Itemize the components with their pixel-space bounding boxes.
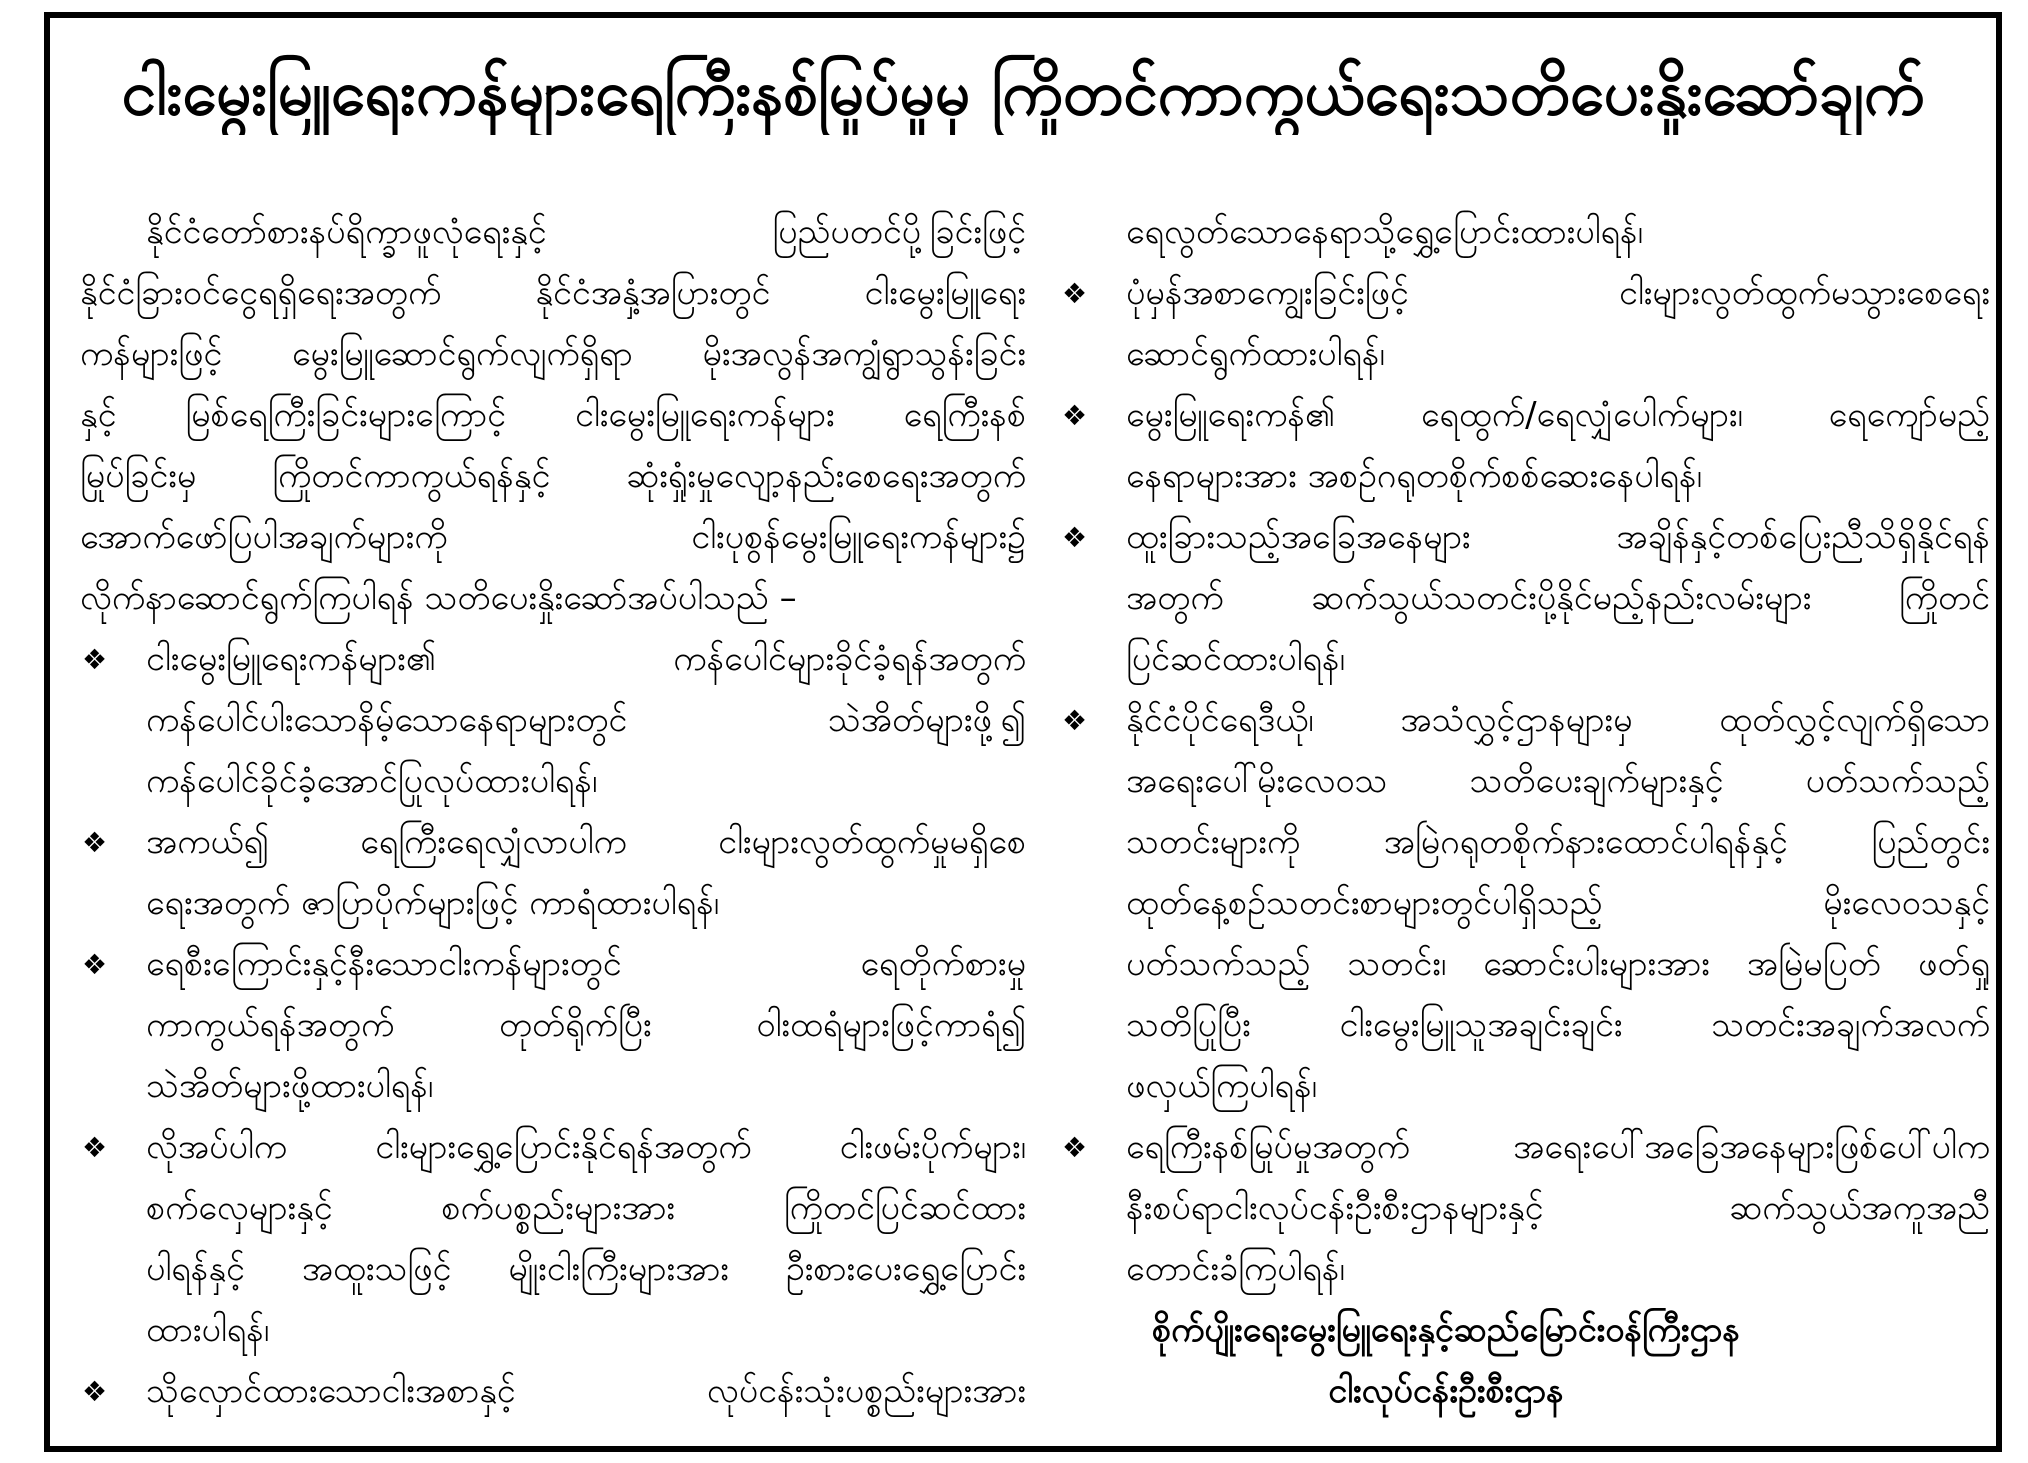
diamond-bullet-icon bbox=[82, 812, 107, 873]
bullet-line: ငါးမွေးမြူရေးကန်များ၏ ကန်ပေါင်များခိုင်ခံ့ရန်အတွက် bbox=[146, 639, 1026, 679]
bullet-item bbox=[1060, 1117, 1990, 1300]
bullet-line: စက်လှေများနှင့် စက်ပစ္စည်းများအား ကြိုတင်ပြင်ဆင်ထား bbox=[146, 1188, 1026, 1228]
bullet-line: ကန်ပေါင်ပါးသောနိမ့်သောနေရာများတွင် သဲအိတ်များဖို့၍ bbox=[146, 700, 1026, 740]
diamond-bullet-icon bbox=[82, 934, 107, 995]
right-column bbox=[1060, 202, 1990, 1442]
bullet-item bbox=[80, 1361, 1026, 1422]
bullet-line: ရေးအတွက် ဇာပြာပိုက်များဖြင့် ကာရံထားပါရန်၊ bbox=[146, 883, 720, 923]
bullet-item bbox=[1060, 507, 1990, 690]
bullet-item bbox=[80, 934, 1026, 1117]
bullet-line: ပြင်ဆင်ထားပါရန်၊ bbox=[1126, 639, 1345, 679]
intro-line: နိုင်ငံတော်စားနပ်ရိက္ခာဖူလုံရေးနှင့် ပြည်ပတင်ပို့ခြင်းဖြင့် bbox=[146, 212, 1026, 252]
bullet-line: သိုလှောင်ထားသောငါးအစာနှင့် လုပ်ငန်းသုံးပစ္စည်းများအား bbox=[146, 1371, 1026, 1411]
bullet-line: နီးစပ်ရာငါးလုပ်ငန်းဦးစီးဌာနများနှင့် ဆက်သွယ်အကူအညီ bbox=[1126, 1188, 1990, 1228]
bullet-line: ပတ်သက်သည့် သတင်း၊ ဆောင်းပါးများအား အမြဲမပြတ် ဖတ်ရှု bbox=[1126, 944, 1990, 984]
diamond-bullet-icon bbox=[1062, 385, 1087, 446]
issuer-department: ငါးလုပ်ငန်းဦးစီးဌာန bbox=[1328, 1371, 1564, 1411]
bullet-line: ဆောင်ရွက်ထားပါရန်၊ bbox=[1126, 334, 1385, 374]
bullet-line: အတွက် ဆက်သွယ်သတင်းပို့နိုင်မည့်နည်းလမ်းများ ကြိုတင် bbox=[1126, 578, 1990, 618]
bullet-line: သဲအိတ်များဖို့ထားပါရန်၊ bbox=[146, 1066, 434, 1106]
bullet-line: အကယ်၍ ရေကြီးရေလျှံလာပါက ငါးများလွတ်ထွက်မှုမရှိစေ bbox=[146, 822, 1026, 862]
intro-line: လိုက်နာဆောင်ရွက်ကြပါရန် သတိပေးနှိုးဆော်အပ်ပါသည် – bbox=[80, 578, 797, 618]
bullet-line: လိုအပ်ပါက ငါးများရွှေ့ပြောင်းနိုင်ရန်အတွက် ငါးဖမ်းပိုက်များ၊ bbox=[146, 1127, 1026, 1167]
intro-line: နှင့် မြစ်ရေကြီးခြင်းများကြောင့် ငါးမွေးမြူရေးကန်များ ရေကြီးနစ် bbox=[80, 395, 1026, 435]
left-column bbox=[80, 202, 1026, 1442]
bullet-line: သတိပြုပြီး ငါးမွေးမြူသူအချင်းချင်း သတင်းအချက်အလက် bbox=[1126, 1005, 1990, 1045]
bullet-line: နေရာများအား အစဉ်ဂရုတစိုက်စစ်ဆေးနေပါရန်၊ bbox=[1126, 456, 1702, 496]
bullet-line: ပါရန်နှင့် အထူးသဖြင့် မျိုးငါးကြီးများအား ဦးစားပေးရွှေ့ပြောင်း bbox=[146, 1249, 1026, 1289]
bullet-item bbox=[1060, 385, 1990, 507]
bullet-line: သတင်းများကို အမြဲဂရုတစိုက်နားထောင်ပါရန်နှင့် ပြည်တွင်း bbox=[1126, 822, 1990, 862]
bullet-line: ထားပါရန်၊ bbox=[146, 1310, 270, 1350]
diamond-bullet-icon bbox=[1062, 263, 1087, 324]
intro-line: မြုပ်ခြင်းမှ ကြိုတင်ကာကွယ်ရန်နှင့် ဆုံးရှုံးမှုလျော့နည်းစေရေးအတွက် bbox=[80, 456, 1026, 496]
notice-title: ငါးမွေးမြူရေးကန်များရေကြီးနစ်မြုပ်မှုမှ ကြိုတင်ကာကွယ်ရေးသတိပေးနှိုးဆော်ချက် bbox=[121, 56, 1925, 129]
bullet-line: ကာကွယ်ရန်အတွက် တုတ်ရိုက်ပြီး ဝါးထရံများဖြင့်ကာရံ၍ bbox=[146, 1005, 1026, 1045]
intro-line: ကန်များဖြင့် မွေးမြူဆောင်ရွက်လျက်ရှိရာ မိုးအလွန်အကျွံရွာသွန်းခြင်း bbox=[80, 334, 1026, 374]
bullet-line: ရေကြီးနစ်မြုပ်မှုအတွက် အရေးပေါ်အခြေအနေများဖြစ်ပေါ်ပါက bbox=[1126, 1127, 1990, 1167]
bullet-item bbox=[80, 1117, 1026, 1361]
diamond-bullet-icon bbox=[1062, 1117, 1087, 1178]
bullet-line: တောင်းခံကြပါရန်၊ bbox=[1126, 1249, 1345, 1289]
bullet-item bbox=[1060, 690, 1990, 1117]
issuer-ministry: စိုက်ပျိုးရေးမွေးမြူရေးနှင့်ဆည်မြောင်းဝန်ကြီးဌာန bbox=[1152, 1310, 1740, 1350]
diamond-bullet-icon bbox=[82, 629, 107, 690]
intro-line: နိုင်ငံခြားဝင်ငွေရရှိရေးအတွက် နိုင်ငံအနှံ့အပြားတွင် ငါးမွေးမြူရေး bbox=[80, 273, 1026, 313]
intro-paragraph bbox=[80, 202, 1026, 629]
diamond-bullet-icon bbox=[1062, 507, 1087, 568]
bullet-item bbox=[80, 812, 1026, 934]
diamond-bullet-icon bbox=[82, 1361, 107, 1422]
bullet-continuation bbox=[1060, 202, 1990, 263]
intro-line: အောက်ဖော်ပြပါအချက်များကို ငါးပုစွန်မွေးမြူရေးကန်များ၌ bbox=[80, 517, 1026, 557]
bullet-line: ဖလှယ်ကြပါရန်၊ bbox=[1126, 1066, 1318, 1106]
bullet-line: ထူးခြားသည့်အခြေအနေများ အချိန်နှင့်တစ်ပြေးညီသိရှိနိုင်ရန် bbox=[1126, 517, 1990, 557]
bullet-line: အရေးပေါ်မိုးလေဝသ သတိပေးချက်များနှင့် ပတ်သက်သည့် bbox=[1126, 761, 1990, 801]
notice-frame bbox=[44, 12, 2002, 1452]
bullet-item bbox=[1060, 263, 1990, 385]
bullet-line: မွေးမြူရေးကန်၏ ရေထွက်/ရေလျှံပေါက်များ၊ ရေကျော်မည့် bbox=[1126, 395, 1990, 435]
bullet-line: ထုတ်နေ့စဉ်သတင်းစာများတွင်ပါရှိသည့် မိုးလေဝသနှင့် bbox=[1126, 883, 1990, 923]
bullet-line: နိုင်ငံပိုင်ရေဒီယို၊ အသံလွှင့်ဌာနများမှ ထုတ်လွှင့်လျက်ရှိသော bbox=[1126, 700, 1990, 740]
issuer-signature bbox=[1060, 1300, 1832, 1422]
bullet-item bbox=[80, 629, 1026, 812]
bullet-line: ရေစီးကြောင်းနှင့်နီးသောငါးကန်များတွင် ရေတိုက်စားမှု bbox=[146, 944, 1026, 984]
diamond-bullet-icon bbox=[1062, 690, 1087, 751]
bullet-line: ပုံမှန်အစာကျွေးခြင်းဖြင့် ငါးများလွတ်ထွက်မသွားစေရေး bbox=[1126, 273, 1990, 313]
bullet-line: ရေလွတ်သောနေရာသို့ရွှေ့ပြောင်းထားပါရန်၊ bbox=[1126, 212, 1643, 252]
bullet-line: ကန်ပေါင်ခိုင်ခံ့အောင်ပြုလုပ်ထားပါရန်၊ bbox=[146, 761, 598, 801]
diamond-bullet-icon bbox=[82, 1117, 107, 1178]
